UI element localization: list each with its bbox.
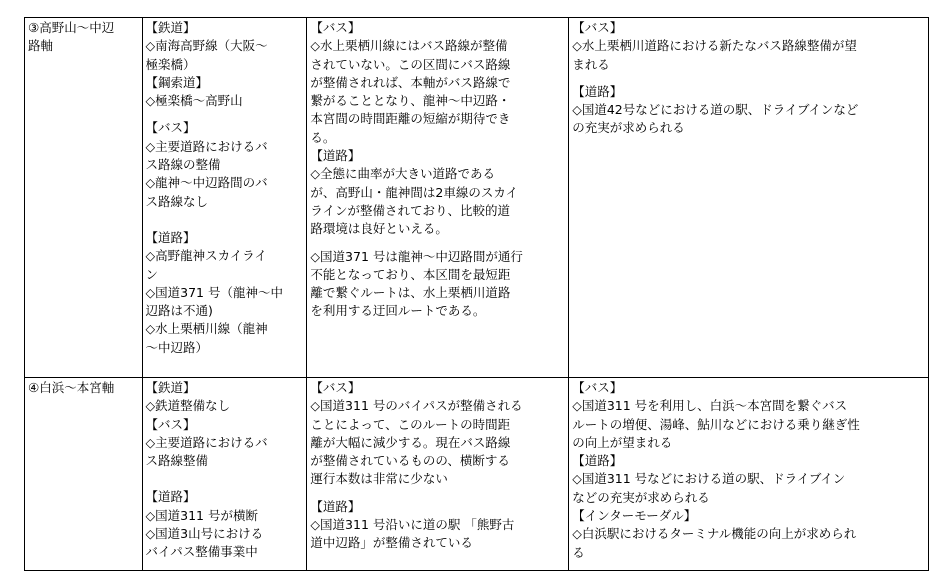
text-line: バイパス整備事業中 [145,544,258,560]
text-line: されていない。この区間にバス路線 [310,56,511,72]
axis-label-line: 路軸 [28,38,54,54]
text-line: まれる [572,56,610,72]
text-line: る。 [310,129,336,145]
text-line: ◇極楽橋～高野山 [145,93,243,109]
text-line: 離で繋ぐルートは、水上栗栖川道路 [310,285,511,301]
text-line: ◇白浜駅におけるターミナル機能の向上が求められ [572,526,857,542]
text-line: が、高野山・龍神間は2車線のスカイ [310,184,519,200]
text-line: 不能となっており、本区間を最短距 [310,266,511,282]
text-line: を利用する迂回ルートである。 [310,303,486,319]
text-line: ス路線整備 [145,453,209,469]
text-line: ◇国道42号などにおける道の駅、ドライブインなど [572,102,859,118]
text-line: ◇国道311 号のバイパスが整備される [310,398,523,414]
infrastructure-cell [142,378,307,571]
text-line: ス路線なし [145,193,209,209]
axis-label-cell [25,378,143,571]
text-line: 離が大幅に減少する。現在バス路線 [310,434,511,450]
text-line: ◇国道311 号が横断 [145,507,258,523]
text-line: ◇国道311 号などにおける道の駅、ドライブイン [572,471,846,487]
text-line: が整備されているものの、横断する [310,453,510,469]
text-line: 【バス】 [310,380,361,395]
text-line: ◇南海高野線（大阪～ [145,38,268,54]
text-line: 路環境は良好といえる。 [310,221,448,237]
needs-cell [569,378,929,571]
text-line: 【道路】 [145,229,196,245]
current-status-cell [307,378,569,571]
infrastructure-cell [142,18,307,378]
text-line: 【道路】 [572,453,623,469]
text-line: 【鉄道】 [145,20,196,35]
text-line: 【道路】 [572,83,623,99]
text-line: 極楽橋） [145,56,196,72]
text-line: 【道路】 [310,148,361,164]
text-line: ◇国道3山号における [145,526,264,542]
text-line: 【道路】 [310,498,361,514]
text-line: る [572,544,585,560]
text-line: ◇水上栗栖川線（龍神 [145,321,268,337]
text-line: 【バス】 [310,20,361,35]
text-line: ン [145,266,159,282]
text-line: 【バス】 [145,120,196,136]
axis-label-line: ③高野山～中辺 [28,20,115,35]
text-line: 道中辺路」が整備されている [310,535,473,551]
text-line: の向上が望まれる [572,434,673,450]
needs-cell [569,18,929,378]
text-line: ◇国道371 号（龍神～中 [145,284,283,300]
text-line: の充実が求められる [572,120,685,136]
text-line: 【インターモーダル】 [572,508,697,524]
axis-label-cell [25,18,143,378]
text-line: ◇龍神～中辺路間のバ [145,175,268,191]
text-line: ◇鉄道整備なし [145,398,231,414]
text-line: などの充実が求められる [572,489,710,505]
text-line: 【道路】 [145,489,196,505]
text-line: ス路線の整備 [145,157,221,173]
text-line: 運行本数は非常に少ない [310,471,448,487]
text-line: ルートの増便、湯峰、鮎川などにおける乗り継ぎ性 [572,416,860,432]
table-row-axis-4 [25,378,929,571]
text-line: ◇主要道路におけるバ [145,138,268,154]
text-line: 辺路は不通) [145,303,213,319]
text-line: 【バス】 [145,416,196,432]
text-line: ◇国道311 号沿いに道の駅 「熊野古 [310,517,515,533]
text-line: 【バス】 [572,20,623,35]
text-line: ◇全態に曲率が大きい道路である [310,166,496,182]
text-line: 繋がることとなり、龍神～中辺路・ [310,93,511,109]
text-line: が整備されれば、本軸がバス路線で [310,74,511,90]
text-line: ◇国道311 号を利用し、白浜～本宮間を繋ぐバス [572,398,848,414]
text-line: ことによって、このルートの時間距 [310,416,511,432]
text-line: 本宮間の時間距離の短縮が期待でき [310,111,511,127]
axis-label-line: ④白浜～本宮軸 [28,380,115,395]
text-line: ◇国道371 号は龍神～中辺路間が通行 [310,248,523,264]
text-line: 【鋼索道】 [145,74,209,90]
text-line: ◇水上栗栖川線にはバス路線が整備 [310,38,508,54]
current-status-cell [307,18,569,378]
text-line: ◇水上栗栖川道路における新たなバス路線整備が望 [572,38,857,54]
route-axis-table [24,17,929,571]
text-line: 【バス】 [572,380,623,395]
text-line: ◇高野龍神スカイライ [145,248,267,264]
table-row-axis-3 [25,18,929,378]
text-line: 【鉄道】 [145,380,196,395]
text-line: ◇主要道路におけるバ [145,434,268,450]
text-line: ～中辺路） [145,339,209,355]
text-line: ラインが整備されており、比較的道 [310,202,511,218]
